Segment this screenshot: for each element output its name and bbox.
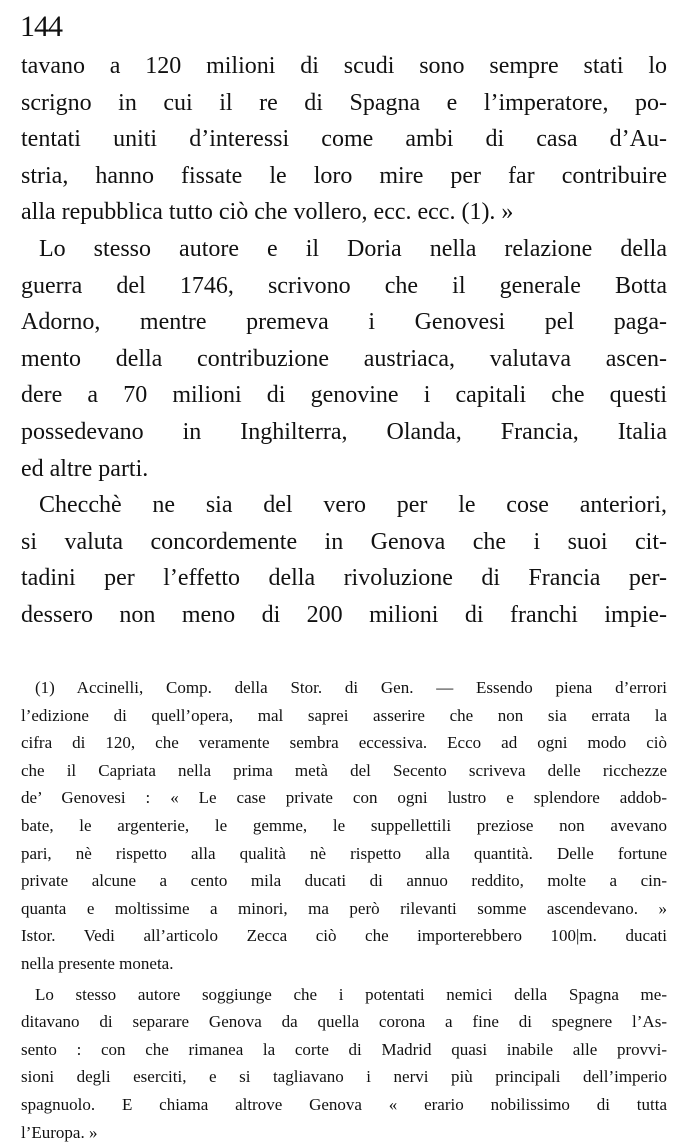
main-line: scrigno in cui il re di Spagna e l’imperatore, po- (21, 85, 667, 122)
footnote-line: spagnuolo. E chiama altrove Genova « erario nobilissimo di tutta (21, 1091, 667, 1119)
main-line: Adorno, mentre premeva i Genovesi pel paga- (21, 304, 667, 341)
footnote-line: Lo stesso autore soggiunge che i potentati nemici della Spagna me- (21, 981, 667, 1009)
main-line: Checchè ne sia del vero per le cose anteriori, (21, 487, 667, 524)
main-line: alla repubblica tutto ciò che vollero, ecc. ecc. (1). » (21, 194, 667, 231)
footnote-line: cifra di 120, che veramente sembra eccessiva. Ecco ad ogni modo ciò (21, 729, 667, 757)
footnote-line: pari, nè rispetto alla qualità nè rispetto alla quantità. Delle fortune (21, 840, 667, 868)
footnote-line: de’ Genovesi : « Le case private con ogni lustro e splendore addob- (21, 784, 667, 812)
main-text (21, 48, 667, 634)
main-line: tentati uniti d’interessi come ambi di casa d’Au- (21, 121, 667, 158)
footnote-line: bate, le argenterie, le gemme, le suppellettili preziose non avevano (21, 812, 667, 840)
footnotes (21, 674, 667, 1146)
footnote-line: ditavano di separare Genova da quella corona a fine di spegnere l’As- (21, 1008, 667, 1036)
footnote-line: che il Capriata nella prima metà del Secento scriveva delle ricchezze (21, 757, 667, 785)
footnote-line: sento : con che rimanea la corte di Madrid quasi inabile alle provvi- (21, 1036, 667, 1064)
main-line: mento della contribuzione austriaca, valutava ascen- (21, 341, 667, 378)
main-line: ed altre parti. (21, 451, 667, 488)
main-line: dessero non meno di 200 milioni di franchi impie- (21, 597, 667, 634)
page-number: 144 (20, 12, 62, 42)
main-line: dere a 70 milioni di genovine i capitali che questi (21, 377, 667, 414)
footnote-line: (1) Accinelli, Comp. della Stor. di Gen. — Essendo piena d’errori (21, 674, 667, 702)
footnote-line: l’Europa. » (21, 1119, 667, 1146)
main-line: tadini per l’effetto della rivoluzione di Francia per- (21, 560, 667, 597)
footnote-line: private alcune a cento mila ducati di annuo reddito, molte a cin- (21, 867, 667, 895)
footnote-line: l’edizione di quell’opera, mal saprei asserire che non sia errata la (21, 702, 667, 730)
main-line: tavano a 120 milioni di scudi sono sempre stati lo (21, 48, 667, 85)
footnote-line: quanta e moltissime a minori, ma però rilevanti somme ascendevano. » (21, 895, 667, 923)
main-line: guerra del 1746, scrivono che il generale Botta (21, 268, 667, 305)
footnote-line: sioni degli eserciti, e si tagliavano i nervi più principali dell’imperio (21, 1063, 667, 1091)
main-line: possedevano in Inghilterra, Olanda, Francia, Italia (21, 414, 667, 451)
footnote-line: Istor. Vedi all’articolo Zecca ciò che importerebbero 100|m. ducati (21, 922, 667, 950)
main-line: si valuta concordemente in Genova che i suoi cit- (21, 524, 667, 561)
footnote-line: nella presente moneta. (21, 950, 667, 978)
main-line: stria, hanno fissate le loro mire per far contribuire (21, 158, 667, 195)
main-line: Lo stesso autore e il Doria nella relazione della (21, 231, 667, 268)
